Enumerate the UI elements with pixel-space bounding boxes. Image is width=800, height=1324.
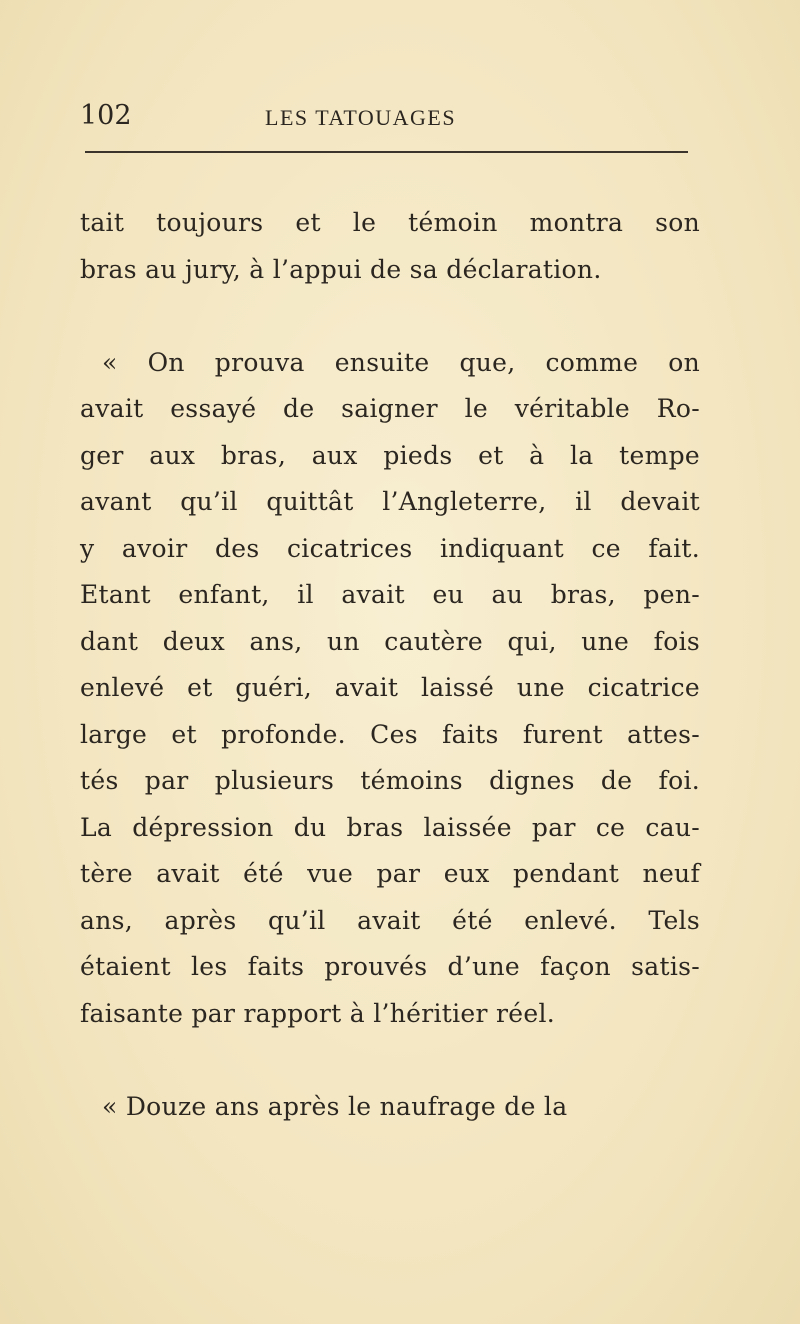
text-line: bras au jury, à l’appui de sa déclaration. [80, 254, 602, 284]
text-line: tés par plusieurs témoins dignes de foi. [80, 766, 700, 795]
text-line: y avoir des cicatrices indiquant ce fait. [80, 533, 700, 563]
text-line: ans, après qu’il avait été enlevé. Tels [80, 905, 700, 935]
page-number: 102 [80, 100, 132, 131]
paragraph [80, 200, 700, 293]
text-line: « On prouva ensuite que, comme on [102, 347, 700, 377]
paragraph-gap [80, 293, 700, 340]
text-line: Etant enfant, il avait eu au bras, pen- [80, 580, 700, 609]
running-title: LES TATOUAGES [265, 105, 457, 130]
paragraph [80, 1084, 700, 1131]
paragraph-gap [80, 1037, 700, 1084]
text-line: avant qu’il quittât l’Angleterre, il devait [80, 487, 700, 516]
text-line: tait toujours et le témoin montra son [80, 208, 700, 237]
text-line: ger aux bras, aux pieds et à la tempe [80, 440, 700, 470]
text-line: dant deux ans, un cautère qui, une fois [80, 626, 700, 656]
text-line: avait essayé de saigner le véritable Ro- [80, 394, 700, 423]
header-rule [85, 151, 688, 153]
text-line: tère avait été vue par eux pendant neuf [80, 859, 700, 888]
paragraph [80, 340, 700, 1038]
body-text [80, 200, 700, 1130]
running-head [80, 100, 690, 140]
text-line: large et profonde. Ces faits furent attes- [80, 719, 700, 749]
text-line: enlevé et guéri, avait laissé une cicatrice [80, 673, 700, 702]
text-line: faisante par rapport à l’héritier réel. [80, 998, 555, 1028]
text-line: « Douze ans après le naufrage de la [102, 1091, 568, 1121]
text-line: étaient les faits prouvés d’une façon satis- [80, 952, 700, 981]
text-line: La dépression du bras laissée par ce cau- [80, 812, 700, 842]
